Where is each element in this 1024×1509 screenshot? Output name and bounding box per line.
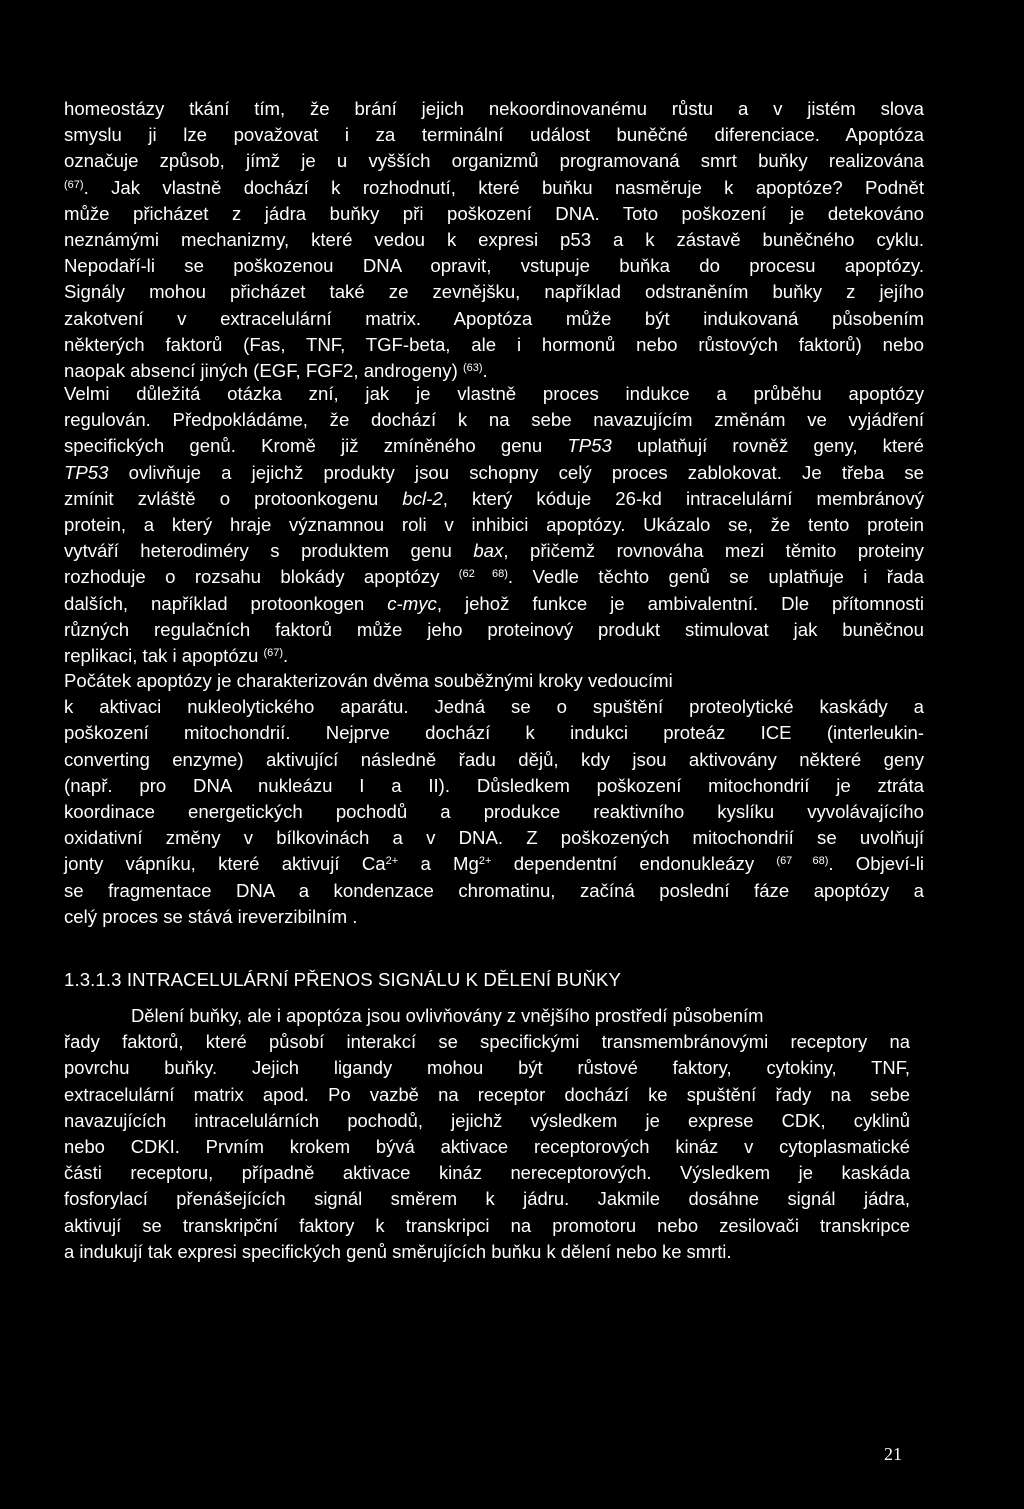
gene-name: bcl-2	[402, 487, 443, 509]
superscript-charge: 2+	[385, 855, 399, 868]
text-fragment: specifických genů. Kromě již zmíněného genu	[64, 435, 543, 457]
text-fragment: jonty vápníku, které aktivují Ca	[64, 853, 386, 875]
text-line: řady faktorů, které působí interakcí se specifickými transmembránovými receptory na	[64, 1031, 910, 1053]
superscript-charge: 2+	[478, 855, 492, 868]
text-line	[64, 591, 924, 617]
text-line: Velmi důležitá otázka zní, jak je vlastně proces indukce a průběhu apoptózy	[64, 383, 924, 404]
text-line: neznámými mechanizmy, které vedou k expresi p53 a k zástavě buněčného cyklu.	[64, 229, 924, 251]
text-line: označuje způsob, jímž je u vyšších organizmů programovaná smrt buňky realizována	[64, 150, 924, 172]
text-line	[64, 668, 924, 694]
text-line: zakotvení v extracelulární matrix. Apoptóza může být indukovaná působením	[64, 307, 924, 329]
text-line: converting enzyme) aktivující následně řadu dějů, kdy jsou aktivovány některé geny	[64, 748, 924, 770]
text-line: k aktivaci nukleolytického aparátu. Jedná se o spuštění proteolytické kaskády a	[64, 696, 924, 718]
gene-name: TP53	[64, 461, 109, 483]
citation-reference: (67)	[263, 646, 284, 659]
text-line	[64, 433, 924, 459]
text-line: povrchu buňky. Jejich ligandy mohou být růstové faktory, cytokiny, TNF,	[64, 1057, 910, 1079]
text-line: aktivují se transkripční faktory k transkripci na promotoru nebo zesilovači transkripce	[64, 1214, 910, 1236]
text-line: extracelulární matrix apod. Po vazbě na receptor dochází ke spuštění řady na sebe	[64, 1083, 910, 1105]
text-fragment: , jehož funkce je ambivalentní. Dle přítomnosti	[436, 592, 925, 614]
text-line	[64, 851, 924, 877]
text-fragment: rozhoduje o rozsahu blokády apoptózy	[64, 566, 440, 588]
text-line: fosforylací přenášejících signál směrem k jádru. Jakmile dosáhne signál jádra,	[64, 1188, 910, 1210]
text-line: se fragmentace DNA a kondenzace chromatinu, začíná poslední fáze apoptózy a	[64, 879, 924, 901]
text-fragment: zmínit zvláště o protoonkogenu	[64, 487, 379, 509]
paragraph-signal-transfer	[64, 1003, 910, 1265]
citation-reference: (67 68)	[776, 855, 829, 868]
gene-name: bax	[473, 540, 504, 562]
gene-name: c-myc	[387, 592, 437, 614]
text-line: celý proces se stává ireverzibilním .	[64, 905, 358, 927]
text-fragment: uplatňují rovněž geny, které	[636, 435, 924, 457]
text-fragment: , který kóduje 26-kd intracelulární membránový	[442, 487, 924, 509]
text-line	[64, 175, 924, 201]
text-line: různých regulačních faktorů může jeho proteinový produkt stimulovat jak buněčnou	[64, 618, 924, 640]
text-fragment: . Objeví-li	[828, 853, 925, 875]
paragraph-apoptosis-regulation	[64, 381, 924, 669]
text-line: naopak absencí jiných (EGF, FGF2, androgeny) $^{(63)}$.	[64, 360, 488, 382]
text-line: koordinace energetických pochodů a produkce reaktivního kyslíku vyvolávajícího	[64, 801, 924, 823]
text-fragment: ovlivňuje a jejichž produkty jsou schopny celý proces zablokovat. Je třeba se	[128, 461, 924, 483]
text-line: Signály mohou přicházet také ze zevnějšku, například odstraněním buňky z jejího	[64, 281, 924, 303]
citation-reference: (62 68)	[458, 568, 508, 581]
text-line	[64, 564, 924, 590]
text-fragment: vytváří heterodiméry s produktem genu	[64, 540, 452, 562]
text-line: replikaci, tak i apoptózu $^{(67)}$.	[64, 645, 289, 667]
paragraph-apoptosis-onset	[64, 668, 924, 930]
text-line: oxidativní změny v bílkovinách a v DNA. Z poškozených mitochondrií se uvolňují	[64, 827, 924, 849]
text-line: může přicházet z jádra buňky při poškození DNA. Toto poškození je detekováno	[64, 202, 924, 224]
text-line: navazujících intracelulárních pochodů, jejichž výsledkem je exprese CDK, cyklinů	[64, 1109, 910, 1131]
gene-name: TP53	[567, 435, 612, 457]
text-line: a indukují tak expresi specifických genů směrujících buňku k dělení nebo ke smrti.	[64, 1240, 732, 1262]
citation-reference: (63)	[462, 361, 483, 374]
text-line: Nepodaří-li se poškozenou DNA opravit, vstupuje buňka do procesu apoptózy.	[64, 255, 924, 277]
text-line: některých faktorů (Fas, TNF, TGF-beta, ale i hormonů nebo růstových faktorů) nebo	[64, 333, 924, 355]
citation-reference: (67)	[64, 178, 84, 191]
text-fragment: replikaci, tak i apoptózu	[64, 645, 259, 667]
text-line	[64, 486, 924, 512]
text-fragment: . Jak vlastně dochází k rozhodnutí, které buňku nasměruje k apoptóze? Podnět	[83, 176, 924, 198]
section-heading: 1.3.1.3 INTRACELULÁRNÍ PŘENOS SIGNÁLU K DĚLENÍ BUŇKY	[64, 969, 621, 990]
text-fragment: . Vedle těchto genů se uplatňuje i řada	[507, 566, 924, 588]
text-line: části receptoru, případně aktivace kináz nereceptorových. Výsledkem je kaskáda	[64, 1162, 910, 1184]
page-number: 21	[884, 1444, 902, 1464]
text-line: protein, a který hraje významnou roli v inhibici apoptózy. Ukázalo se, že tento protein	[64, 514, 924, 536]
text-fragment: dalších, například protoonkogen	[64, 592, 365, 614]
text-line: homeostázy tkání tím, že brání jejich nekoordinovanému růstu a v jistém slova	[64, 98, 924, 119]
text-fragment: naopak absencí jiných (EGF, FGF2, androgeny)	[64, 360, 458, 382]
text-fragment: dependentní endonukleázy	[513, 853, 755, 875]
text-fragment: , přičemž rovnováha mezi těmito proteiny	[503, 540, 924, 562]
text-line: (např. pro DNA nukleázu I a II). Důsledkem poškození mitochondrií je ztráta	[64, 774, 924, 796]
text-fragment: Počátek apoptózy je charakterizován dvěma souběžnými kroky vedoucími	[64, 670, 673, 691]
text-line	[64, 538, 924, 564]
text-line: nebo CDKI. Prvním krokem bývá aktivace receptorových kináz v cytoplasmatické	[64, 1136, 910, 1158]
text-line: poškození mitochondrií. Nejprve dochází k indukci proteáz ICE (interleukin-	[64, 722, 924, 744]
text-line	[64, 460, 924, 486]
paragraph-apoptosis-intro	[64, 96, 924, 384]
text-line: regulován. Předpokládáme, že dochází k na sebe navazujícím změnám ve vyjádření	[64, 409, 924, 431]
text-line: smyslu ji lze považovat i za terminální událost buněčné diferenciace. Apoptóza	[64, 124, 924, 146]
text-line: Dělení buňky, ale i apoptóza jsou ovlivňovány z vnějšího prostředí působením	[131, 1005, 764, 1026]
text-fragment: a Mg	[420, 853, 479, 875]
